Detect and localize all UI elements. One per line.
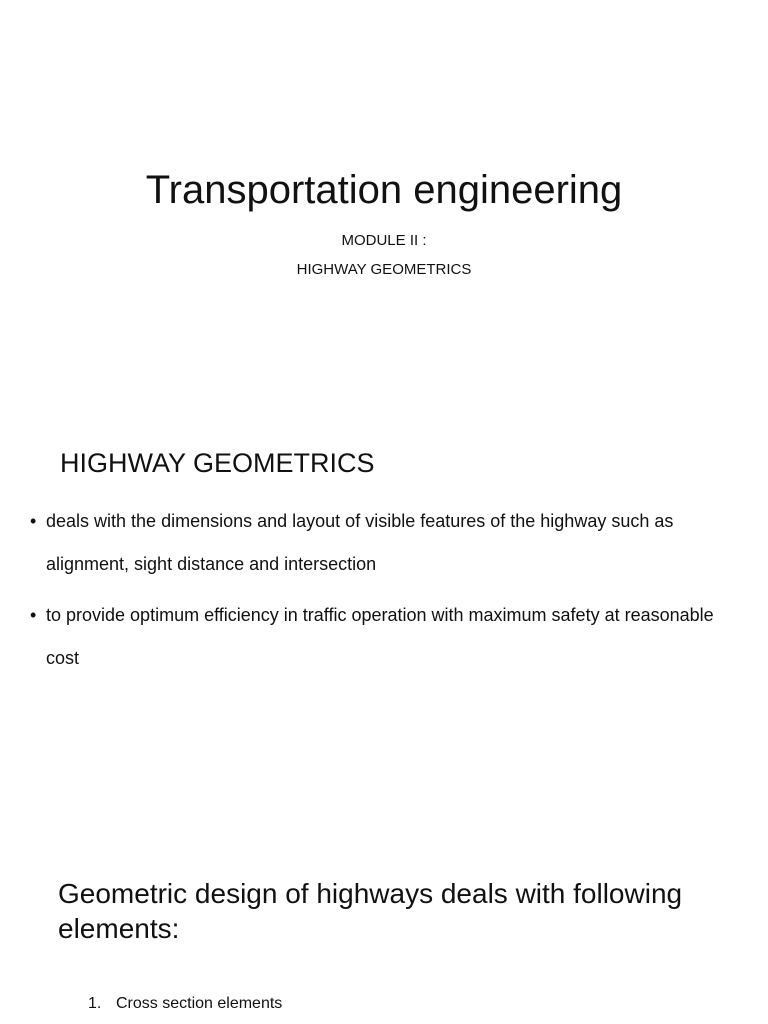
slide-title: Transportation engineering xyxy=(145,168,623,212)
numbered-list-item xyxy=(88,992,282,1016)
module-label: MODULE II : xyxy=(341,232,427,249)
title-slide xyxy=(0,0,768,432)
module-topic: HIGHWAY GEOMETRICS xyxy=(296,261,472,278)
geometric-design-slide xyxy=(0,864,768,1024)
list-item-text: Cross section elements xyxy=(116,995,283,1012)
slide-heading: Geometric design of highways deals with following elements: xyxy=(58,878,683,944)
bullet-marker: • xyxy=(30,511,37,531)
bullet-text: to provide optimum efficiency in traffic operation with maximum safety at reasonable cost xyxy=(46,605,714,668)
bullet-text: deals with the dimensions and layout of visible features of the highway such as alignment, sight distance and intersection xyxy=(46,511,674,574)
highway-geometrics-slide xyxy=(0,432,768,864)
list-number: 1. xyxy=(88,995,102,1012)
bullet-item xyxy=(30,594,750,680)
bullet-item xyxy=(30,500,750,586)
bullet-marker: • xyxy=(30,605,37,625)
slide-heading: HIGHWAY GEOMETRICS xyxy=(60,448,375,478)
